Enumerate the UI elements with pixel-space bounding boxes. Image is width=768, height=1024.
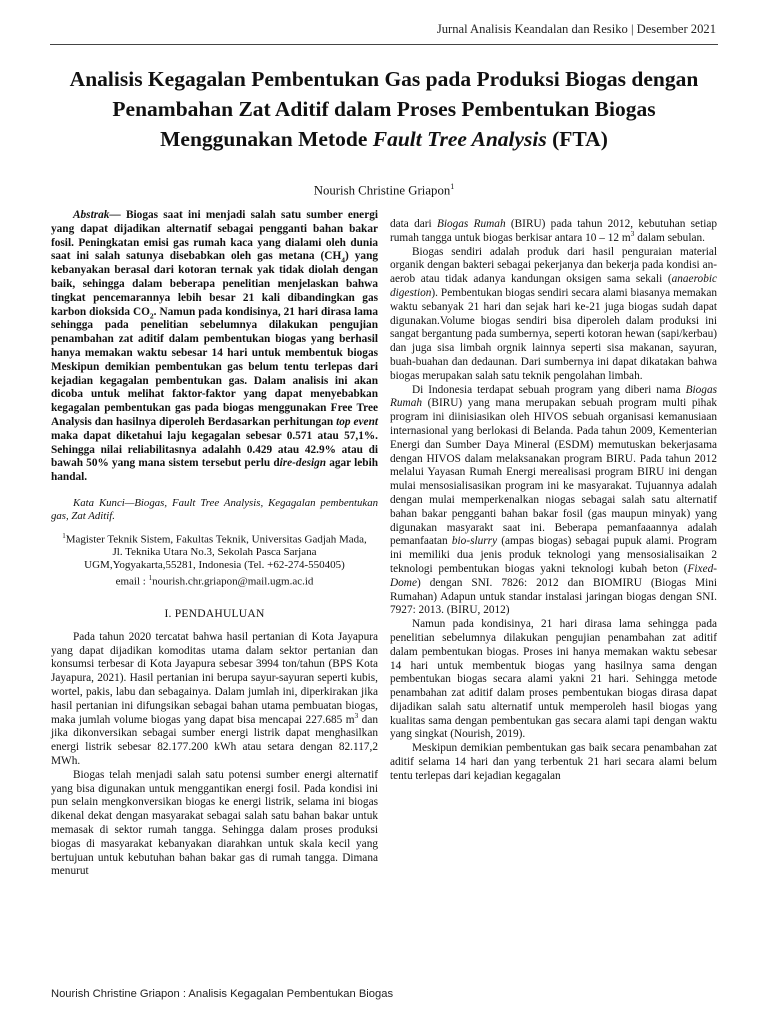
right-p2-a: Di Indonesia terdapat sebuah program yang diberi nama	[412, 383, 686, 396]
abstract-sub-co2: 2	[149, 310, 154, 320]
paper-title	[60, 64, 708, 154]
abstract-italic-redesign: ire-design	[279, 457, 327, 470]
abstract-text-b: ) yang kebanyakan berasal dari kotoran ternak yak tidak diolah dengan baik, sehingga dalam beberapa penelitian menjelaskan bahwa tingkat pencemarannya lebih besar 21 kali dibandingkan gas karbon dioksida CO	[51, 250, 378, 318]
right-p0-italic: Biogas Rumah	[436, 218, 506, 230]
author-name: Nourish Christine Griapon	[313, 183, 451, 198]
intro-p1-sup: 3	[354, 710, 359, 720]
keywords: Kata Kunci—Biogas, Fault Tree Analysis, Kegagalan pembentukan gas, Zat Aditif.	[51, 496, 378, 523]
title-part-1: Analisis Kegagalan Pembentukan Gas pada Produksi Biogas dengan Penambahan Zat Aditif dalam Proses Pembentukan Biogas Menggunakan Metode	[69, 67, 699, 151]
right-paragraph-0	[390, 218, 717, 246]
header-rule	[50, 44, 718, 45]
affiliation-line-2: Jl. Teknika Utara No.3, Sekolah Pasca Sarjana	[112, 546, 317, 559]
abstract-text-e: agar lebih handal.	[51, 457, 378, 484]
affiliation-sup: 1	[62, 531, 66, 540]
abstract-italic-top-event: top event	[336, 415, 378, 428]
right-p2-italic-3: Fixed-Dome	[390, 562, 717, 589]
abstract-text-c: . Namun pada kondisinya, 21 hari dirasa lama sehingga pada penelitian sebelumnya dilakukan pengujian penambahan zat aditif dalam pembentukan biogas yang berhasil hanya memakan waktu sebesar 14 hari untuk membentuk biogas Meskipun demikian pembentukan gas belum tentu terlepas dari kejadian kegagalan pembentukan gas. Dalam analisis ini akan dicoba untuk melihat faktor-faktor yang dapat menyebabkan kegagalan pembentukan gas pada biogas menggunakan Free Tree Analysis dan hasilnya diperoleh Berdasarkan perhitungan	[51, 305, 378, 428]
right-p2-d: ) dengan SNI. 7826: 2012 dan BIOMIRU (Biogas Mini Rumahan) Adapun untuk standar instalasi jaringan biogas dengan SNI. 7927: 2013. (BIRU, 2012)	[390, 576, 717, 617]
title-italic: Fault Tree Analysis	[372, 127, 547, 151]
intro-p1-b: dan jika dikonversikan sebagai sumber energi listrik dapat menghasilkan energi listrik sebesar 82.177.200 kWh atau setara dengan 82.117,2 MWh.	[51, 713, 378, 768]
affiliation-email[interactable]: nourish.chr.griapon@mail.ugm.ac.id	[152, 576, 314, 589]
abstract-text-a: Biogas saat ini menjadi salah satu sumber energi yang dapat dijadikan alternatif sebagai pengganti bahan bakar fosil. Peningkatan emisi gas rumah kaca yang dialami oleh dunia saat ini salah satunya disebabkan oleh gas metana (CH	[51, 209, 378, 263]
right-paragraph-3: Namun pada kondisinya, 21 hari dirasa lama sehingga pada penelitian sebelumnya dilakukan pengujian penambahan zat aditif dalam pembentukan biogas. Proses ini hanya memakan waktu sebesar 14 hari untuk membentuk biogas yang hasilnya sama dengan pembentukan biogas secara alami yakni 21 hari. Sehingga metode penambahan zat aditif dalam proses pembentukan biogas dirasa dapat dijadikan salah satu alternatif untuk memperoleh hasil biogas yang kualitas sama dengan pembentukan gas secara alami tapi dengan waktu yang singkat (Nourish, 2019).	[390, 618, 717, 741]
running-head: Jurnal Analisis Keandalan dan Resiko | Desember 2021	[436, 22, 716, 36]
affiliation	[51, 530, 378, 589]
abstract-label: Abstrak	[73, 209, 110, 221]
right-p0-a: data dari	[390, 218, 437, 230]
left-column	[51, 209, 378, 879]
abstract-text-d: maka dapat diketahui laju kegagalan sebesar 0.571 atau 57,1%. Sehingga nilai reliabilitasnya adalahh 0.429 atau 42.9% atau di bawah 50% yang mana sistem tersebut perlu d	[51, 429, 378, 470]
abstract-dash: —	[109, 209, 126, 221]
right-paragraph-2	[390, 384, 717, 619]
intro-paragraph-2: Biogas telah menjadi salah satu potensi sumber energi alternatif yang bisa digunakan untuk menggantikan energi fosil. Pada kondisi ini pun selain mengkonversikan biogas ke energi listrik, selama ini biogas dikenal dekat dengan masyarakat sebagai salah satu bahan bakar untuk memasak di sektor rumah tangga. Sehingga dalam proses produksi biogas di masyarakat kebanyakan diarahkan untuk skala kecil yang bertujuan untuk kebutuhan bahan bakar gas di rumah tangga. Dimana menurut	[51, 768, 378, 878]
right-p2-b: (BIRU) yang mana merupakan sebuah program multi pihak program ini diinisiasikan oleh HIVOS sebuah organisasi kemanusiaan internasional yang berlokasi di Belanda. Pada tahun 2009, Kementerian Energi dan Sumber Daya Mineral (ESDM) memutuskan bekerjasama dengan HIVOS dalam melaksanakan program BIRU. Pada tahun 2012 melalui Yayasan Rumah Energi merealisasi program BIRU ini dengan mulai mensosialisasikan program ini ke masyarakat. Tujuannya adalah dengan mulai memperkenalkan niogas sebagai salah satu alternatif bahan bakar pengganti bahan bakar fosil (gas maupun minyak) yang digunakan masyarakt saat ini. Beberapa pemanfaaannya adalah pemanfaatan	[390, 397, 717, 548]
abstract-sub-ch4: 4	[341, 255, 346, 265]
affiliation-line-3: UGM,Yogyakarta,55281, Indonesia (Tel. +62-274-550405)	[84, 559, 345, 572]
right-p2-italic-2: bio-slurry	[451, 535, 498, 548]
author-sup: 1	[450, 182, 455, 191]
right-p1-a: Biogas sendiri adalah produk dari hasil penguraian material organik dengan bakteri sebagai pekerjanya dan bekerja pada kondisi an-aerob atau tidak adanya kandungan oksigen sama sekali (	[390, 245, 717, 286]
right-column	[390, 218, 717, 784]
affiliation-line-1: Magister Teknik Sistem, Fakultas Teknik, Universitas Gadjah Mada,	[65, 533, 367, 546]
right-p0-b: (BIRU) pada tahun 2012, kebutuhan setiap rumah tangga untuk biogas berkisar antara 10 – 12 m	[390, 218, 718, 244]
right-p1-b: ). Pembentukan biogas sendiri secara alami biasanya memakan waktu sebanyak 21 hari dan sejak hari ke-21 juga biogas sudah dapat digunakan.Volume biogas sendiri bisa diperoleh dalam produksi ini sangat bergantung pada sumbernya, seperti kotoran hewan (sapi/kerbau) dan juga sisa limbah orgnik lainnya seperti sisa makanan, sayuran, buah-buahan dan dedaunan. Dari sumbernya ini dapat dikatakan bahwa biogas merupakan salah satu teknik pengolahan limbah.	[390, 286, 717, 382]
intro-paragraph-1	[51, 631, 378, 769]
section-heading: I. PENDAHULUAN	[164, 607, 265, 621]
right-p1-italic: anaerobic digestion	[390, 273, 717, 299]
right-paragraph-1	[390, 246, 717, 384]
right-p2-italic-1: Biogas Rumah	[390, 383, 717, 410]
intro-p1-a: Pada tahun 2020 tercatat bahwa hasil pertanian di Kota Jayapura yang dapat dijadikan komoditas utama dalam sektor pertanian dan konsumsi terbesar di Kota Jayapura sebesar 3994 ton/tahun (BPS Kota Jayapura, 2021). Hasil pertanian ini berupa sayur-sayuran seperti kubis, wortel, pakis, labu dan sebagainya. Dalam jumlah ini, diperkirakan jika hasil pertanian ini difungsikan sebagai bahan utama pembuatan biogas, maka jumlah volume biogas yang dapat bisa mencapai 227.685 m	[51, 630, 378, 726]
page-footer: Nourish Christine Griapon : Analisis Kegagalan Pembentukan Biogas	[51, 988, 394, 1000]
right-paragraph-4: Meskipun demikian pembentukan gas baik secara penambahan zat aditif selama 14 hari dan yang terbentuk 21 hari secara alami belum tentu terlepas dari kejadian kegagalan	[390, 742, 717, 782]
author-line	[0, 182, 768, 198]
title-part-2: (FTA)	[546, 127, 608, 151]
right-p0-c: dalam sebulan.	[634, 231, 705, 244]
right-p0-sup: 3	[630, 229, 635, 239]
abstract	[51, 209, 378, 485]
affiliation-email-label: email :	[115, 576, 149, 589]
right-p2-c: (ampas biogas) sebagai pupuk alami. Program ini memiliki dua jenis produk teknologi yang mensosialisaikan 2 teknologi pembentukan biogas yakni teknologi kubah beton (	[390, 535, 717, 575]
affiliation-email-sup: 1	[148, 574, 153, 583]
